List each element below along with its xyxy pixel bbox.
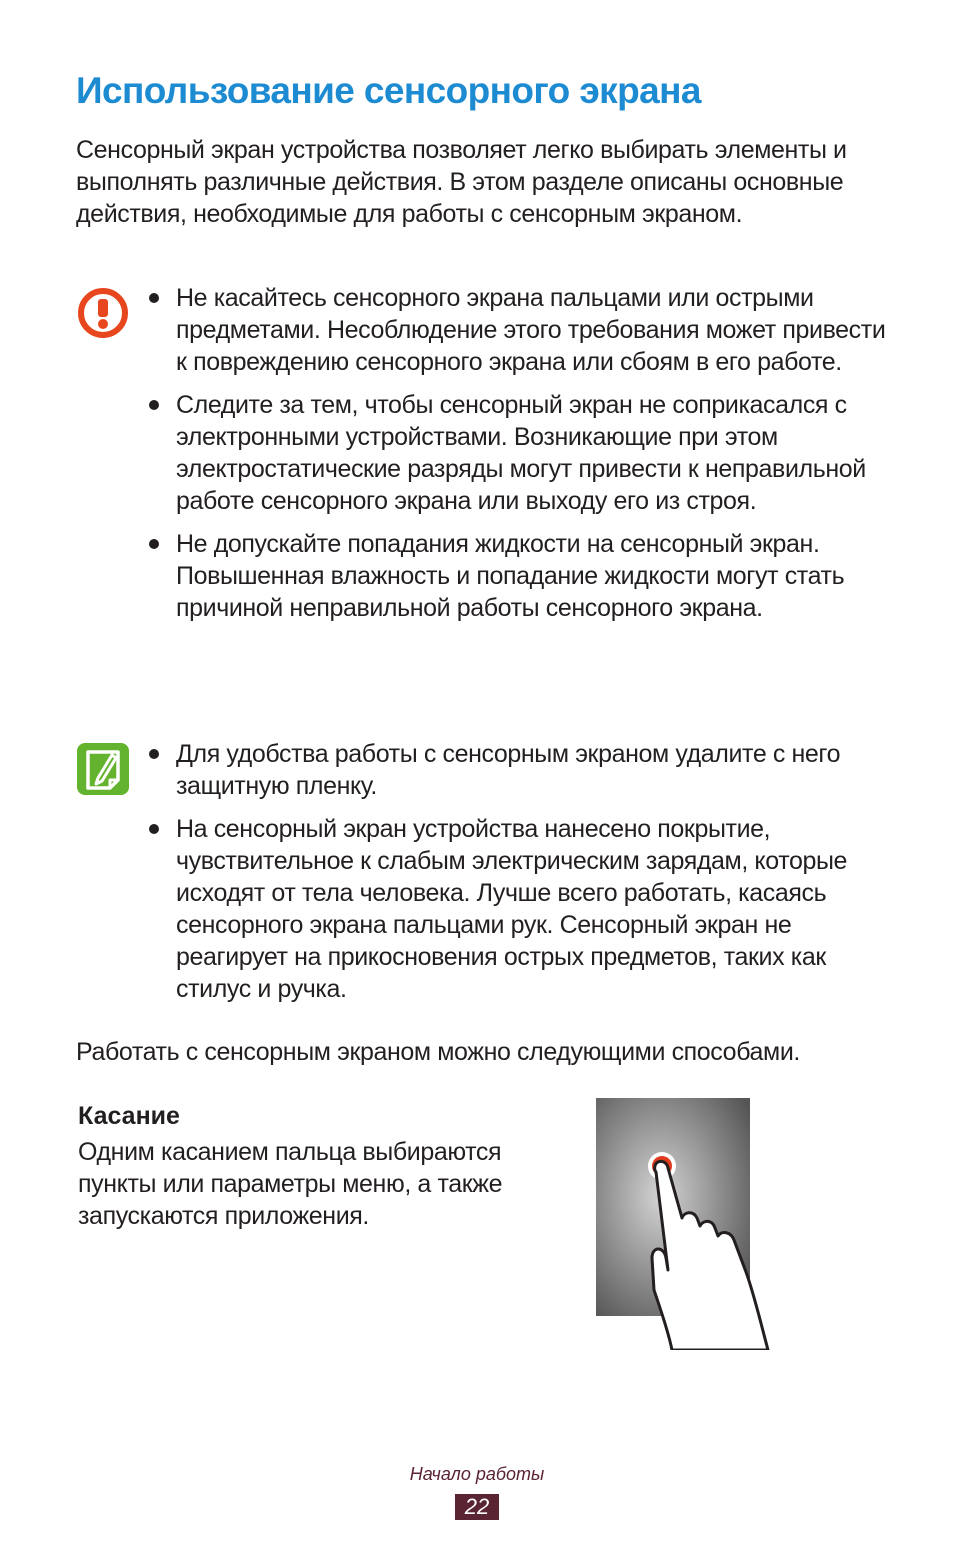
warning-item: Не допускайте попадания жидкости на сенсорный экран. Повышенная влажность и попадание жидкости могут стать причиной неправильной работы сенсорного экрана. (176, 528, 888, 624)
gestures-intro: Работать с сенсорным экраном можно следующими способами. (76, 1038, 800, 1066)
tap-heading: Касание (78, 1102, 180, 1130)
warning-icon (76, 286, 130, 340)
tap-gesture-icon (596, 1098, 776, 1350)
footer-section-title: Начало работы (409, 1464, 545, 1484)
page-number: 22 (455, 1494, 499, 1520)
warning-item: Следите за тем, чтобы сенсорный экран не соприкасался с электронными устройствами. Возникающие при этом электростатические разряды могут привести к неправильной работе сенсорного экрана или выходу его из строя. (176, 389, 888, 517)
page-title: Использование сенсорного экрана (76, 70, 701, 111)
intro-paragraph: Сенсорный экран устройства позволяет легко выбирать элементы и выполнять различные действия. В этом разделе описаны основные действия, необходимые для работы с сенсорным экраном. (76, 136, 847, 228)
note-icon (76, 742, 130, 796)
warning-block (76, 282, 888, 635)
warning-item: Не касайтесь сенсорного экрана пальцами или острыми предметами. Несоблюдение этого требования может привести к повреждению сенсорного экрана или сбоям в его работе. (176, 282, 888, 378)
tap-description: Одним касанием пальца выбираются пункты или параметры меню, а также запускаются приложения. (78, 1138, 503, 1230)
tip-item: На сенсорный экран устройства нанесено покрытие, чувствительное к слабым электрическим зарядам, которые исходят от тела человека. Лучше всего работать, касаясь сенсорного экрана пальцами рук. Сенсорный экран не реагирует на прикосновения острых предметов, таких как стилус и ручка. (176, 813, 888, 1005)
tip-list (76, 738, 888, 1005)
tip-item: Для удобства работы с сенсорным экраном удалите с него защитную пленку. (176, 738, 888, 802)
tip-block (76, 738, 888, 1016)
warning-list (76, 282, 888, 624)
